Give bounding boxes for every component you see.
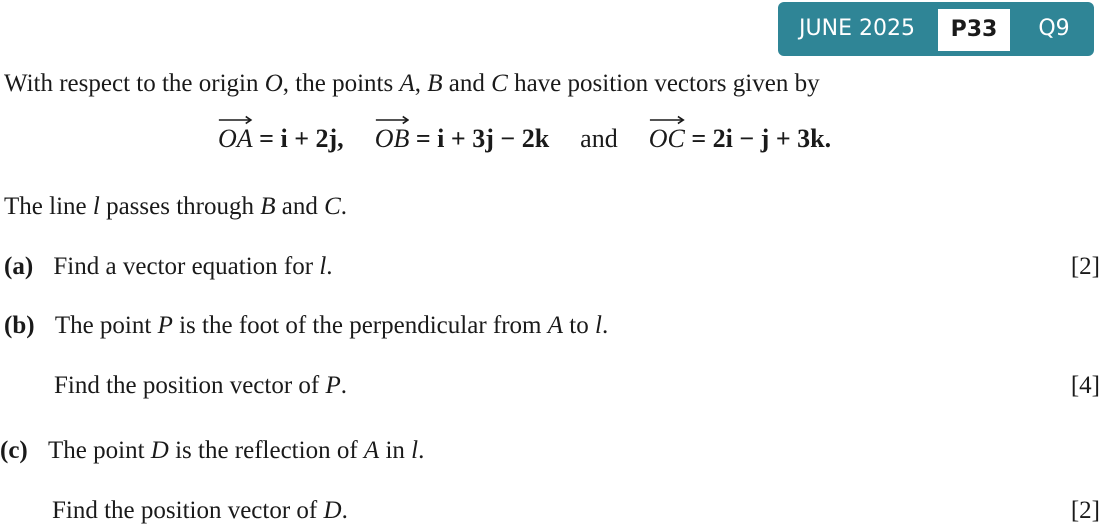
paper-code: P33 bbox=[938, 9, 1010, 51]
vector-definitions: OA = i + 2j, OB = i + 3j − 2k and OC = 2i − j + 3k. bbox=[218, 124, 831, 154]
part-a-marks: [2] bbox=[1070, 253, 1100, 280]
vector-ob: OB bbox=[375, 124, 410, 154]
part-c-subquestion: Find the position vector of D. bbox=[52, 497, 348, 524]
question-badge bbox=[778, 2, 1094, 56]
and-word: and bbox=[580, 124, 618, 153]
part-b-marks: [4] bbox=[1070, 372, 1100, 399]
exam-date: JUNE 2025 bbox=[799, 16, 915, 41]
intro-text: With respect to the origin O, the points A, B and C have position vectors given by bbox=[4, 70, 820, 97]
vector-oc: OC bbox=[649, 124, 685, 154]
part-a-label: (a) bbox=[4, 253, 34, 280]
part-b-label: (b) bbox=[4, 312, 35, 339]
part-b: (b) The point P is the foot of the perpendicular from A to l. bbox=[4, 312, 609, 339]
part-b-subquestion: Find the position vector of P. bbox=[54, 372, 348, 399]
question-number: Q9 bbox=[1038, 16, 1070, 41]
vector-oa: OA bbox=[218, 124, 253, 154]
part-c-label: (c) bbox=[0, 437, 28, 464]
part-a: (a) Find a vector equation for l. bbox=[4, 253, 333, 280]
line-statement: The line l passes through B and C. bbox=[4, 193, 348, 220]
part-c-marks: [2] bbox=[1070, 497, 1100, 524]
part-c: (c) The point D is the reflection of A in l. bbox=[0, 437, 425, 464]
